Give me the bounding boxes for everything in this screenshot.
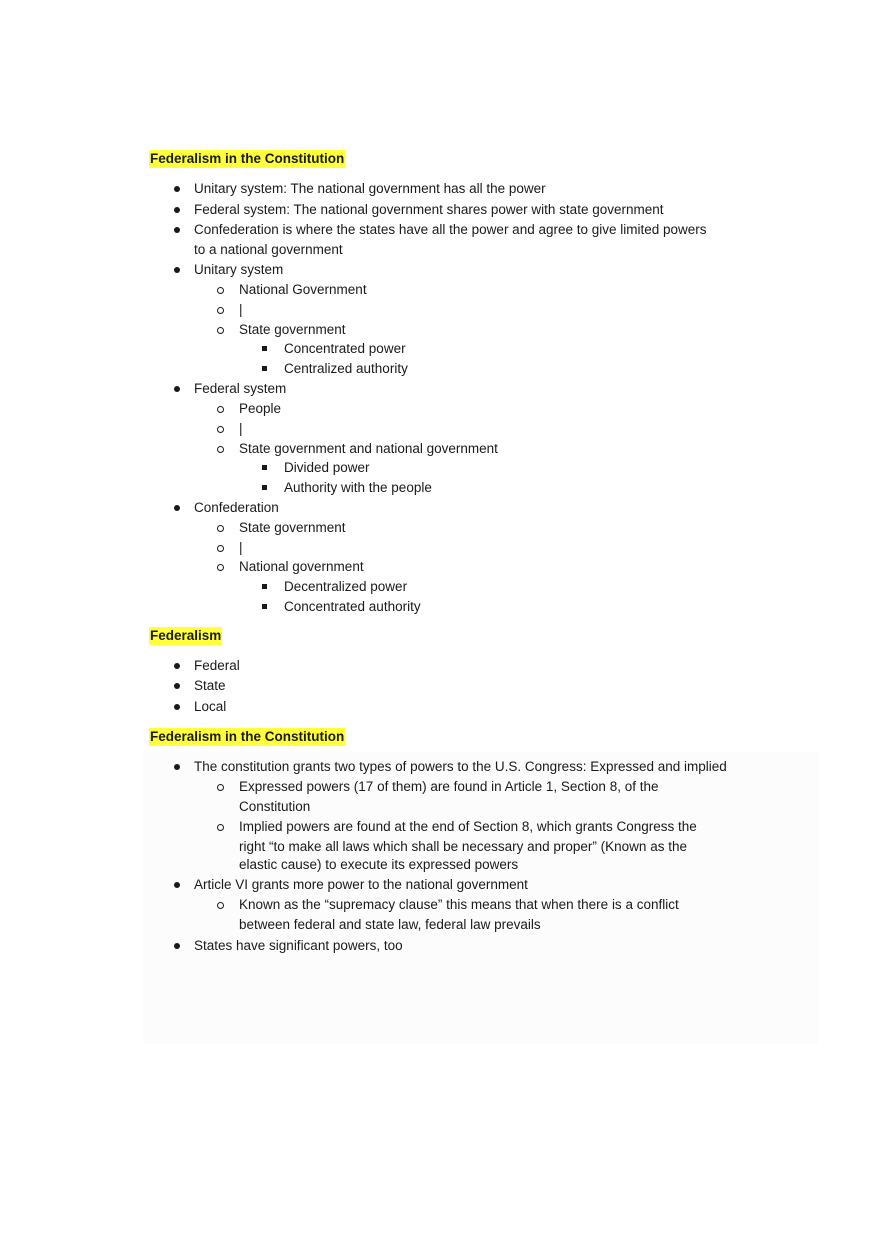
sub-sub-item: Concentrated authority (284, 599, 421, 614)
sub-item: | (239, 302, 243, 317)
list-item: States have significant powers, too (194, 938, 403, 953)
sub-item-continuation: right “to make all laws which shall be necessary and proper” (Known as the (239, 839, 687, 854)
sub-sub-item: Divided power (284, 460, 370, 475)
sub-item: | (239, 421, 243, 436)
list-item: Confederation is where the states have all the power and agree to give limited powers (194, 222, 707, 237)
sub-item-continuation: elastic cause) to execute its expressed powers (239, 857, 519, 872)
sub-item-continuation: between federal and state law, federal law prevails (239, 917, 541, 932)
sub-item: National Government (239, 282, 367, 297)
list-item: Confederation (194, 500, 279, 515)
sub-item: | (239, 540, 243, 555)
list-item-continuation: to a national government (194, 242, 343, 257)
list-item: Unitary system: The national government has all the power (194, 181, 546, 196)
sub-item: Known as the “supremacy clause” this means that when there is a conflict (239, 897, 679, 912)
sub-item: Expressed powers (17 of them) are found in Article 1, Section 8, of the (239, 779, 659, 794)
sub-sub-item: Centralized authority (284, 361, 408, 376)
section-heading: Federalism in the Constitution (150, 729, 345, 744)
sub-item: People (239, 401, 282, 416)
sub-item: State government (239, 520, 346, 535)
sub-item: State government and national government (239, 441, 498, 456)
sub-sub-item: Authority with the people (284, 480, 432, 495)
list-item: The constitution grants two types of powers to the U.S. Congress: Expressed and implied (194, 759, 727, 774)
sub-item: National government (239, 559, 364, 574)
sub-item-continuation: Constitution (239, 799, 311, 814)
list-item: Article VI grants more power to the national government (194, 877, 528, 892)
list-item: Federal system (194, 381, 287, 396)
section-heading: Federalism in the Constitution (150, 151, 345, 166)
list-item: Unitary system (194, 262, 284, 277)
sub-item: Implied powers are found at the end of Section 8, which grants Congress the (239, 819, 697, 834)
list-item: State (194, 678, 226, 693)
sub-sub-item: Decentralized power (284, 579, 408, 594)
sub-sub-item: Concentrated power (284, 341, 406, 356)
list-item: Local (194, 699, 227, 714)
list-item: Federal (194, 658, 240, 673)
list-item: Federal system: The national government shares power with state government (194, 202, 664, 217)
sub-item: State government (239, 322, 346, 337)
section-heading: Federalism (150, 628, 222, 643)
